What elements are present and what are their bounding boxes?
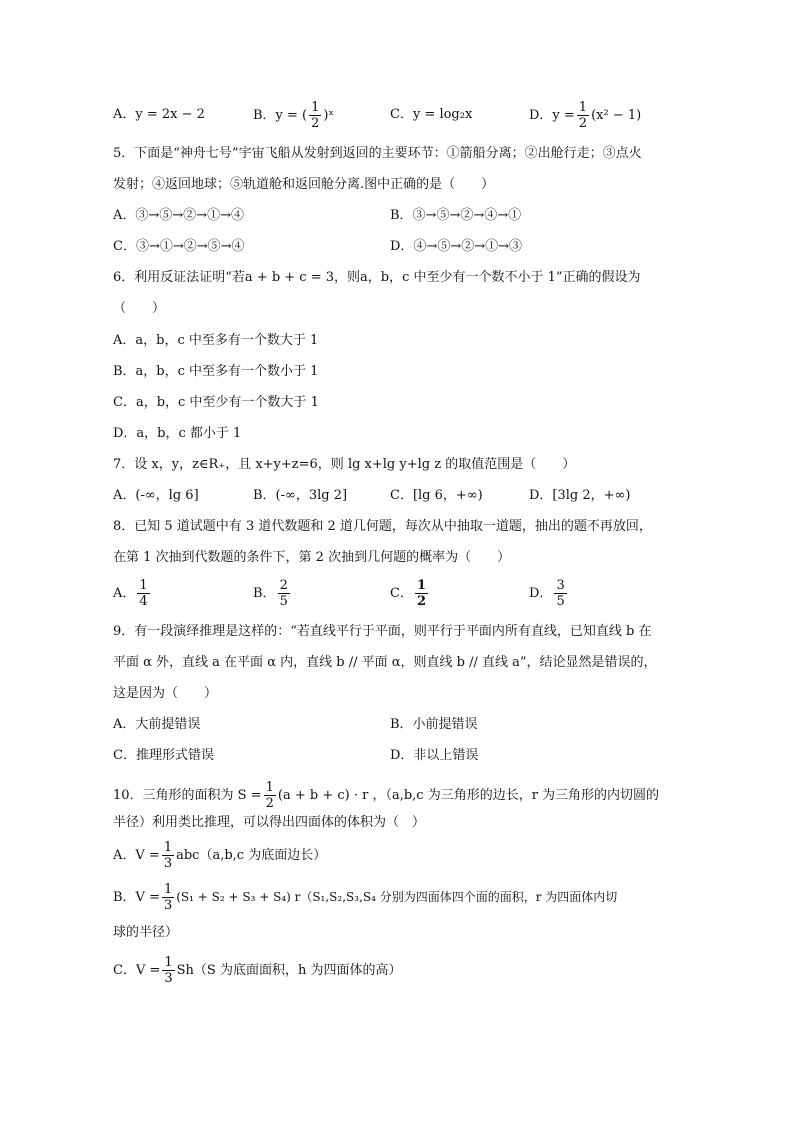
q5-stem-line1: 5．下面是“神舟七号”宇宙飞船从发射到返回的主要环节：①箭船分离；②出舱行走；③点火 <box>113 146 642 161</box>
q4-d-suffix: (x² − 1) <box>591 108 642 123</box>
q10-b-prefix: B．V = <box>113 890 160 905</box>
q9-stem-line3: 这是因为（ ） <box>113 686 218 701</box>
q9-option-c: C．推理形式错误 <box>113 748 214 763</box>
q10-c-suffix: Sh（S 为底面面积，h 为四面体的高） <box>176 963 402 978</box>
q8-d-fraction <box>554 578 566 609</box>
q10-c-num: 1 <box>164 955 173 970</box>
q7-option-a: A．(-∞，lg 6] <box>113 488 199 503</box>
q10-a-fraction <box>162 840 174 871</box>
q5-option-b: B．③→⑤→②→④→① <box>390 208 522 223</box>
q8-stem-line2: 在第 1 次抽到代数题的条件下，第 2 次抽到几何题的概率为（ ） <box>113 550 511 565</box>
q10-c-prefix: C．V = <box>113 963 161 978</box>
q8-a-fraction <box>137 578 149 609</box>
q5-option-d: D．④→⑤→②→①→③ <box>390 239 522 254</box>
q7-option-d: D．[3lg 2，+∞) <box>529 488 631 503</box>
q6-option-b: B．a，b，c 中至多有一个数小于 1 <box>113 364 319 379</box>
q4-b-num: 1 <box>311 100 320 115</box>
q6-option-d: D．a，b，c 都小于 1 <box>113 426 242 441</box>
q8-stem-line1: 8．已知 5 道试题中有 3 道代数题和 2 道几何题，每次从中抽取一道题，抽出的题不再放回， <box>113 519 652 534</box>
q6-stem-line2: （ ） <box>113 301 166 316</box>
q7-option-b: B．(-∞，3lg 2] <box>253 488 348 503</box>
q10-stem-den: 2 <box>265 796 274 811</box>
q10-stem-line2: 半径）利用类比推理，可以得出四面体的体积为（ ） <box>113 815 426 830</box>
q10-a-den: 3 <box>163 856 173 871</box>
q6-option-a: A．a，b，c 中至多有一个数大于 1 <box>113 333 319 348</box>
q10-a-suffix: abc（a,b,c 为底面边长） <box>176 848 327 863</box>
q10-option-b-line2: 球的半径） <box>113 925 179 940</box>
q5-option-c: C．③→①→②→⑤→④ <box>113 239 245 254</box>
q8-option-c <box>390 578 430 609</box>
q8-d-den: 5 <box>556 594 565 609</box>
q10-stem-prefix: 10．三角形的面积为 S = <box>113 788 262 803</box>
q4-b-fraction <box>309 100 321 131</box>
q10-b-den: 3 <box>163 898 173 913</box>
q10-stem-num: 1 <box>265 780 274 795</box>
q10-b-fraction <box>162 882 174 913</box>
q4-b-prefix: B．y = ( <box>253 108 308 123</box>
q8-b-den: 5 <box>279 594 288 609</box>
q4-d-num: 1 <box>578 100 588 115</box>
q10-option-c <box>113 955 401 986</box>
q8-c-den: 2 <box>416 594 426 609</box>
q4-d-prefix: D．y = <box>529 108 575 123</box>
q4-d-fraction <box>577 100 589 131</box>
q8-c-fraction <box>415 578 428 609</box>
q8-option-b <box>253 578 292 609</box>
q8-a-den: 4 <box>139 594 148 609</box>
q4-option-c: C．y = log₂x <box>390 107 473 122</box>
q8-b-fraction <box>278 578 290 609</box>
q8-c-num: 1 <box>416 578 426 593</box>
q6-option-c: C．a，b，c 中至少有一个数大于 1 <box>113 395 319 410</box>
q10-stem-line1 <box>113 780 659 811</box>
q4-option-b <box>253 100 334 131</box>
q10-option-b <box>113 882 617 913</box>
q8-a-label: A． <box>113 586 136 601</box>
q9-stem-line2: 平面 α 外，直线 a 在平面 α 内，直线 b // 平面 α，则直线 b // 直线 a”，结论显然是错误的， <box>113 655 657 670</box>
q10-b-suffix: (S₁ + S₂ + S₃ + S₄) r（S₁,S₂,S₃,S₄ 分别为四面体四个面的面积，r 为四面体内切 <box>176 890 618 904</box>
q4-b-suffix: )ˣ <box>323 108 335 123</box>
q8-c-label: C． <box>390 586 413 601</box>
q10-b-num: 1 <box>163 882 173 897</box>
q8-d-num: 3 <box>556 578 565 593</box>
q8-b-label: B． <box>253 586 276 601</box>
q5-option-a: A．③→⑤→②→①→④ <box>113 208 244 223</box>
q8-b-num: 2 <box>279 578 288 593</box>
q5-stem-line2: 发射；④返回地球；⑤轨道舱和返回舱分离.图中正确的是（ ） <box>113 177 495 192</box>
q10-option-a <box>113 840 326 871</box>
q9-option-a: A．大前提错误 <box>113 717 201 732</box>
q7-option-c: C．[lg 6，+∞) <box>390 488 483 503</box>
q9-option-d: D．非以上错误 <box>390 748 479 763</box>
q7-stem: 7．设 x，y，z∈R₊，且 x+y+z=6，则 lg x+lg y+lg z 的取值范围是（ ） <box>113 457 576 472</box>
q10-a-num: 1 <box>163 840 173 855</box>
q8-option-a <box>113 578 152 609</box>
q8-a-num: 1 <box>139 578 148 593</box>
q10-c-den: 3 <box>164 971 173 986</box>
q4-option-a: A．y = 2x − 2 <box>113 107 205 122</box>
q10-stem-fraction <box>264 780 276 811</box>
q9-stem-line1: 9．有一段演绎推理是这样的：“若直线平行于平面，则平行于平面内所有直线，已知直线 b 在 <box>113 624 652 639</box>
q6-stem-line1: 6．利用反证法证明“若a + b + c = 3，则a，b，c 中至少有一个数不小于 1”正确的假设为 <box>113 270 641 285</box>
q4-option-d <box>529 100 641 131</box>
q10-c-fraction <box>162 955 174 986</box>
q4-b-den: 2 <box>311 116 320 131</box>
q10-stem-suffix: (a + b + c) · r ，（a,b,c 为三角形的边长，r 为三角形的内切圆的 <box>277 788 660 803</box>
q9-option-b: B．小前提错误 <box>390 717 478 732</box>
q4-d-den: 2 <box>578 116 588 131</box>
q8-d-label: D． <box>529 586 553 601</box>
q10-a-prefix: A．V = <box>113 848 160 863</box>
q8-option-d <box>529 578 569 609</box>
